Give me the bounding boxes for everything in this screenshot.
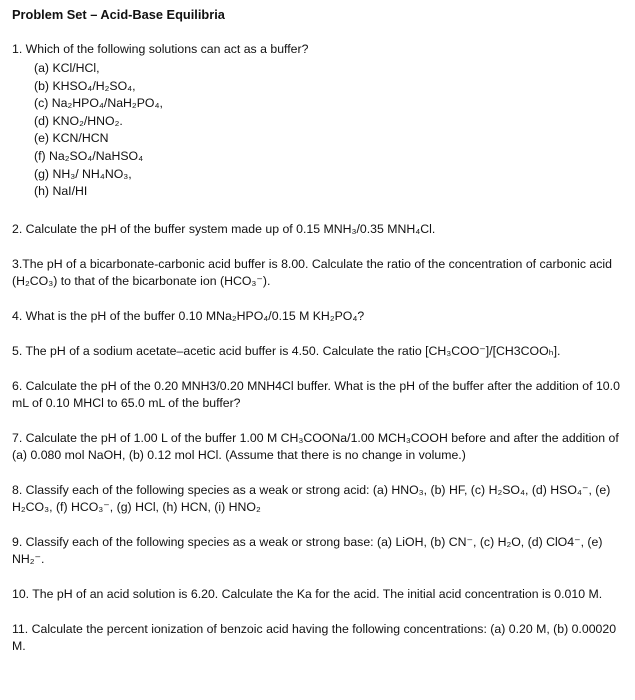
question-1-text: 1. Which of the following solutions can act as a buffer? [12, 42, 309, 56]
question-1-options [34, 60, 625, 201]
option-d: (d) KNO₂/HNO₂. [34, 113, 123, 128]
question-10: 10. The pH of an acid solution is 6.20. Calculate the Ka for the acid. The initial acid concentration is 0.010 M. [12, 586, 603, 601]
question-8: 8. Classify each of the following species as a weak or strong acid: (a) HNO₃, (b) HF, (c) H₂SO₄, (d) HSO₄⁻, (e) H₂CO₃, (f) HCO₃⁻, (g) HCl, (h) HCN, (i) HNO₂ [12, 482, 611, 514]
option-e: (e) KCN/HCN [34, 131, 109, 146]
question-5: 5. The pH of a sodium acetate–acetic acid buffer is 4.50. Calculate the ratio [CH₃COO⁻]/[CH3COOₕ]. [12, 343, 561, 358]
option-c: (c) Na₂HPO₄/NaH₂PO₄, [34, 96, 163, 111]
question-9: 9. Classify each of the following species as a weak or strong base: (a) LiOH, (b) CN⁻, (c) H₂O, (d) ClO4⁻, (e) NH₂⁻. [12, 534, 603, 566]
question-4: 4. What is the pH of the buffer 0.10 MNa₂HPO₄/0.15 M KH₂PO₄? [12, 308, 365, 323]
option-h: (h) NaI/HI [34, 184, 88, 199]
question-6: 6. Calculate the pH of the 0.20 MNH3/0.20 MNH4Cl buffer. What is the pH of the buffer after the addition of 10.0 mL of 0.10 MHCl to 65.0 mL of the buffer? [12, 378, 620, 410]
option-g: (g) NH₃/ NH₄NO₃, [34, 166, 132, 181]
option-f: (f) Na₂SO₄/NaHSO₄ [34, 148, 144, 163]
page-title: Problem Set – Acid-Base Equilibria [12, 7, 225, 22]
option-a: (a) KCl/HCl, [34, 61, 100, 75]
option-b: (b) KHSO₄/H₂SO₄, [34, 78, 136, 93]
question-1 [12, 41, 625, 201]
question-11: 11. Calculate the percent ionization of benzoic acid having the following concentrations: (a) 0.20 M, (b) 0.00020 M. [12, 621, 617, 653]
question-3: 3.The pH of a bicarbonate-carbonic acid buffer is 8.00. Calculate the ratio of the concentration of carbonic acid (H₂CO₃) to that of the bicarbonate ion (HCO₃⁻). [12, 256, 612, 288]
question-2: 2. Calculate the pH of the buffer system made up of 0.15 MNH₃/0.35 MNH₄Cl. [12, 221, 436, 236]
question-7: 7. Calculate the pH of 1.00 L of the buffer 1.00 M CH₃COONa/1.00 MCH₃COOH before and after the addition of (a) 0.080 mol NaOH, (b) 0.12 mol HCl. (Assume that there is no change in volume.) [12, 430, 619, 462]
